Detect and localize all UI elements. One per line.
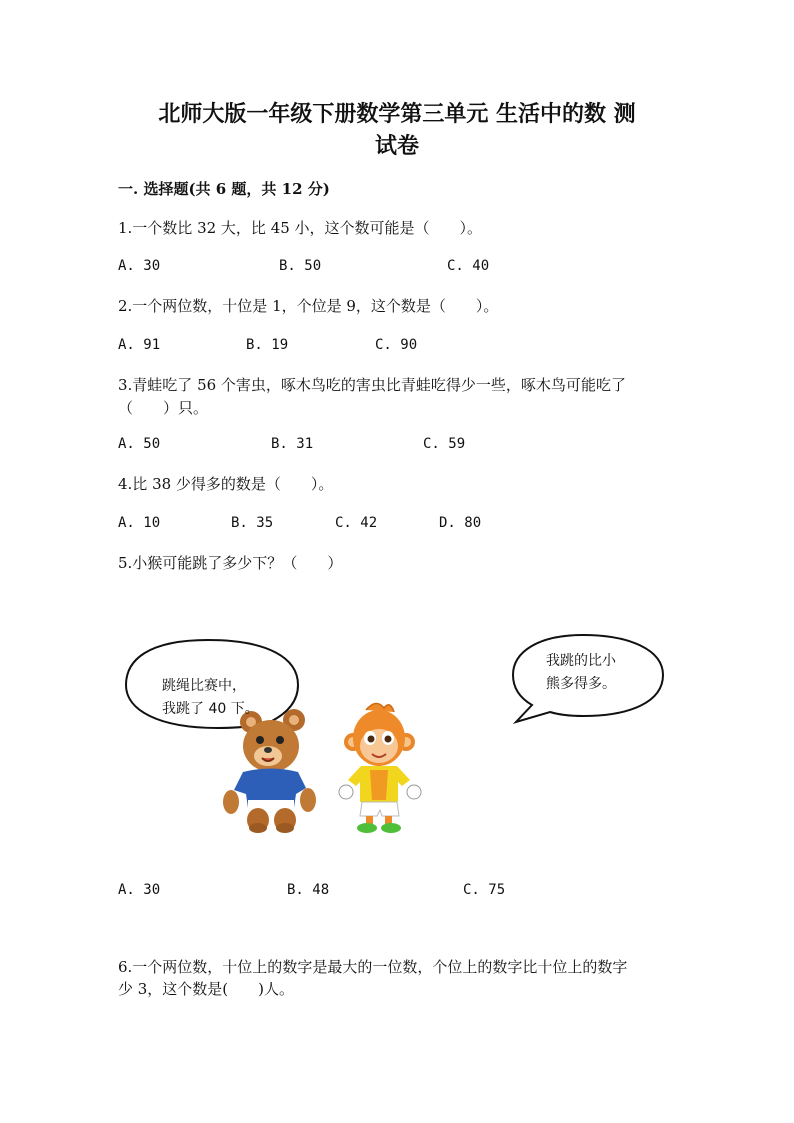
question-5: 5.小猴可能跳了多少下？（ ） — [118, 554, 343, 572]
q4-option-d: D. 80 — [439, 515, 482, 531]
monkey-character — [339, 703, 421, 833]
question-2: 2.一个两位数，十位是 1，个位是 9，这个数是（ ）。 — [118, 297, 499, 315]
question-4: 4.比 38 少得多的数是（ ）。 — [118, 475, 334, 493]
question-3-line1: 3.青蛙吃了 56 个害虫，啄木鸟吃的害虫比青蛙吃得少一些，啄木鸟可能吃了 — [118, 376, 626, 394]
monkey-bubble-line2: 熊多得多。 — [546, 676, 616, 692]
bear-bubble-line2: 我跳了 40 下。 — [162, 701, 259, 717]
section-heading: 一. 选择题(共 6 题，共 12 分) — [118, 180, 330, 198]
q2-option-b: B. 19 — [246, 337, 289, 353]
q3-option-b: B. 31 — [271, 436, 314, 452]
question-6-line1: 6.一个两位数，十位上的数字是最大的一位数，个位上的数字比十位上的数字 — [118, 958, 628, 976]
q4-option-b: B. 35 — [231, 515, 274, 531]
question-1: 1.一个数比 32 大，比 45 小，这个数可能是（ ）。 — [118, 219, 483, 237]
q1-option-a: A. 30 — [118, 258, 161, 274]
page-title-line2: 试卷 — [374, 133, 419, 159]
q1-option-b: B. 50 — [279, 258, 322, 274]
q5-option-b: B. 48 — [287, 882, 330, 898]
q5-option-c: C. 75 — [463, 882, 506, 898]
q4-option-a: A. 10 — [118, 515, 161, 531]
monkey-bubble-line1: 我跳的比小 — [546, 653, 616, 669]
q1-option-c: C. 40 — [447, 258, 490, 274]
q2-option-c: C. 90 — [375, 337, 418, 353]
q3-option-a: A. 50 — [118, 436, 161, 452]
q4-option-c: C. 42 — [335, 515, 378, 531]
bear-bubble-line1: 跳绳比赛中， — [162, 678, 246, 694]
question-6-line2: 少 3，这个数是( )人。 — [118, 980, 295, 998]
q3-option-c: C. 59 — [423, 436, 466, 452]
question-3-line2: （ ）只。 — [118, 399, 209, 417]
q2-option-a: A. 91 — [118, 337, 161, 353]
page-title-line1: 北师大版一年级下册数学第三单元 生活中的数 测 — [158, 101, 636, 127]
q5-option-a: A. 30 — [118, 882, 161, 898]
